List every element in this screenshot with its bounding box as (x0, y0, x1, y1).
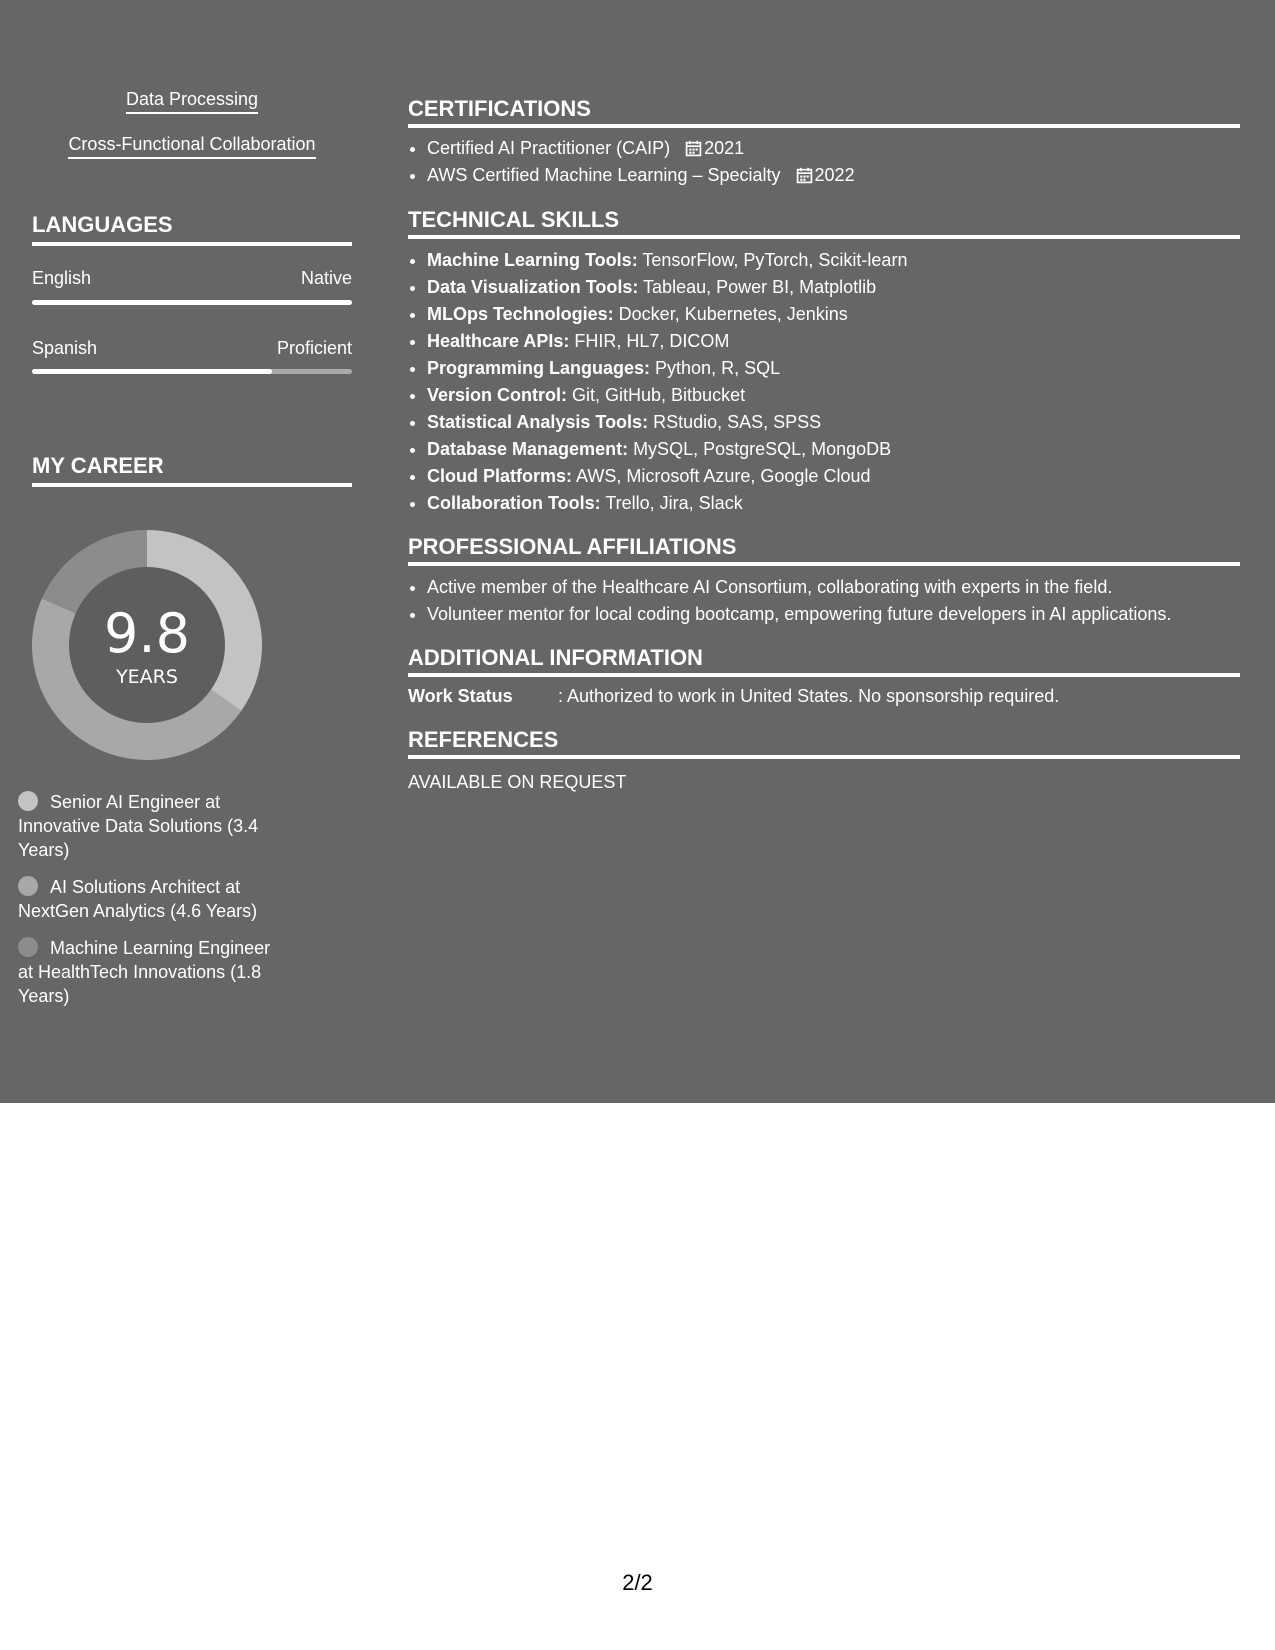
language-name: English (32, 268, 92, 288)
skill-item (427, 436, 1259, 463)
calendar-icon (685, 140, 702, 157)
affiliations-heading: PROFESSIONAL AFFILIATIONS (408, 534, 1240, 566)
career-total-years: 9.8 (104, 602, 190, 665)
certification-name: AWS Certified Machine Learning – Specialty (427, 165, 781, 185)
skill-tag-label: Data Processing (126, 89, 258, 114)
career-legend-dot (18, 791, 38, 811)
skill-label: MLOps Technologies: (427, 304, 614, 324)
career-donut-chart (32, 530, 262, 760)
skill-value: Trello, Jira, Slack (600, 493, 743, 513)
skill-label: Collaboration Tools: (427, 493, 601, 513)
career-item (18, 875, 288, 923)
career-item-text: Machine Learning Engineer at HealthTech Innovations (1.8 Years) (18, 938, 271, 1006)
skill-item (427, 355, 1259, 382)
skill-tag (32, 134, 352, 155)
career-years-unit: YEARS (116, 666, 178, 688)
affiliations-list (408, 574, 1259, 628)
references-heading: REFERENCES (408, 727, 1240, 759)
skill-value: RStudio, SAS, SPSS (648, 412, 822, 432)
calendar-icon (796, 167, 813, 184)
certification-name: Certified AI Practitioner (CAIP) (427, 138, 671, 158)
certifications-heading: CERTIFICATIONS (408, 96, 1240, 128)
career-donut-center (32, 530, 262, 760)
page-number: 2/2 (622, 1570, 653, 1595)
skill-label: Database Management: (427, 439, 629, 459)
skill-value: Git, GitHub, Bitbucket (567, 385, 746, 405)
skill-item (427, 382, 1259, 409)
certifications-list (408, 135, 1259, 189)
skill-value: Python, R, SQL (650, 358, 781, 378)
references-text: AVAILABLE ON REQUEST (408, 772, 627, 792)
language-name: Spanish (32, 338, 98, 358)
skill-item (427, 409, 1259, 436)
language-proficiency-bar (32, 300, 352, 305)
skill-label: Cloud Platforms: (427, 466, 573, 486)
skill-tag (32, 89, 352, 110)
skill-item (427, 463, 1259, 490)
affiliation-item: • Volunteer mentor for local coding bootcamp, empowering future developers in AI applications. (427, 601, 1259, 628)
language-level: Proficient (276, 338, 352, 358)
skill-item (427, 301, 1259, 328)
career-item-text: AI Solutions Architect at NextGen Analytics (4.6 Years) (18, 877, 258, 921)
skill-item (427, 247, 1259, 274)
skill-label: Data Visualization Tools: (427, 277, 639, 297)
career-heading: MY CAREER (32, 453, 352, 487)
technical-skills-list (408, 247, 1259, 517)
skill-label: Programming Languages: (427, 358, 651, 378)
certification-year: 2021 (704, 138, 745, 158)
skill-item (427, 328, 1259, 355)
skill-item (427, 490, 1259, 517)
skill-label: Statistical Analysis Tools: (427, 412, 649, 432)
additional-info-heading: ADDITIONAL INFORMATION (408, 645, 1240, 677)
skill-value: TensorFlow, PyTorch, Scikit-learn (637, 250, 908, 270)
skill-value: MySQL, PostgreSQL, MongoDB (628, 439, 892, 459)
work-status-row (408, 686, 1240, 707)
certification-year: 2022 (814, 165, 855, 185)
affiliation-item: • Active member of the Healthcare AI Consortium, collaborating with experts in the field. (427, 574, 1259, 601)
career-list (18, 790, 288, 1021)
skill-label: Machine Learning Tools: (427, 250, 638, 270)
skill-value: AWS, Microsoft Azure, Google Cloud (572, 466, 871, 486)
certification-item (427, 135, 1259, 162)
career-item-text: Senior AI Engineer at Innovative Data Solutions (3.4 Years) (18, 792, 259, 860)
career-item (18, 790, 288, 862)
career-legend-dot (18, 876, 38, 896)
skill-label: Healthcare APIs: (427, 331, 570, 351)
language-level: Native (300, 268, 352, 288)
career-legend-dot (18, 937, 38, 957)
skill-value: Docker, Kubernetes, Jenkins (613, 304, 848, 324)
language-proficiency-bar (32, 369, 352, 374)
languages-heading: LANGUAGES (32, 212, 352, 246)
career-item (18, 936, 288, 1008)
language-proficiency-fill (32, 300, 352, 305)
work-status-label: Work Status (408, 686, 513, 706)
skill-label: Version Control: (427, 385, 568, 405)
skill-item (427, 274, 1259, 301)
skill-tag-label: Cross-Functional Collaboration (68, 134, 315, 159)
certification-item (427, 162, 1259, 189)
technical-skills-heading: TECHNICAL SKILLS (408, 207, 1240, 239)
skill-value: FHIR, HL7, DICOM (569, 331, 730, 351)
work-status-value: : Authorized to work in United States. No sponsorship required. (558, 686, 1060, 706)
language-proficiency-fill (32, 369, 272, 374)
skill-value: Tableau, Power BI, Matplotlib (638, 277, 877, 297)
